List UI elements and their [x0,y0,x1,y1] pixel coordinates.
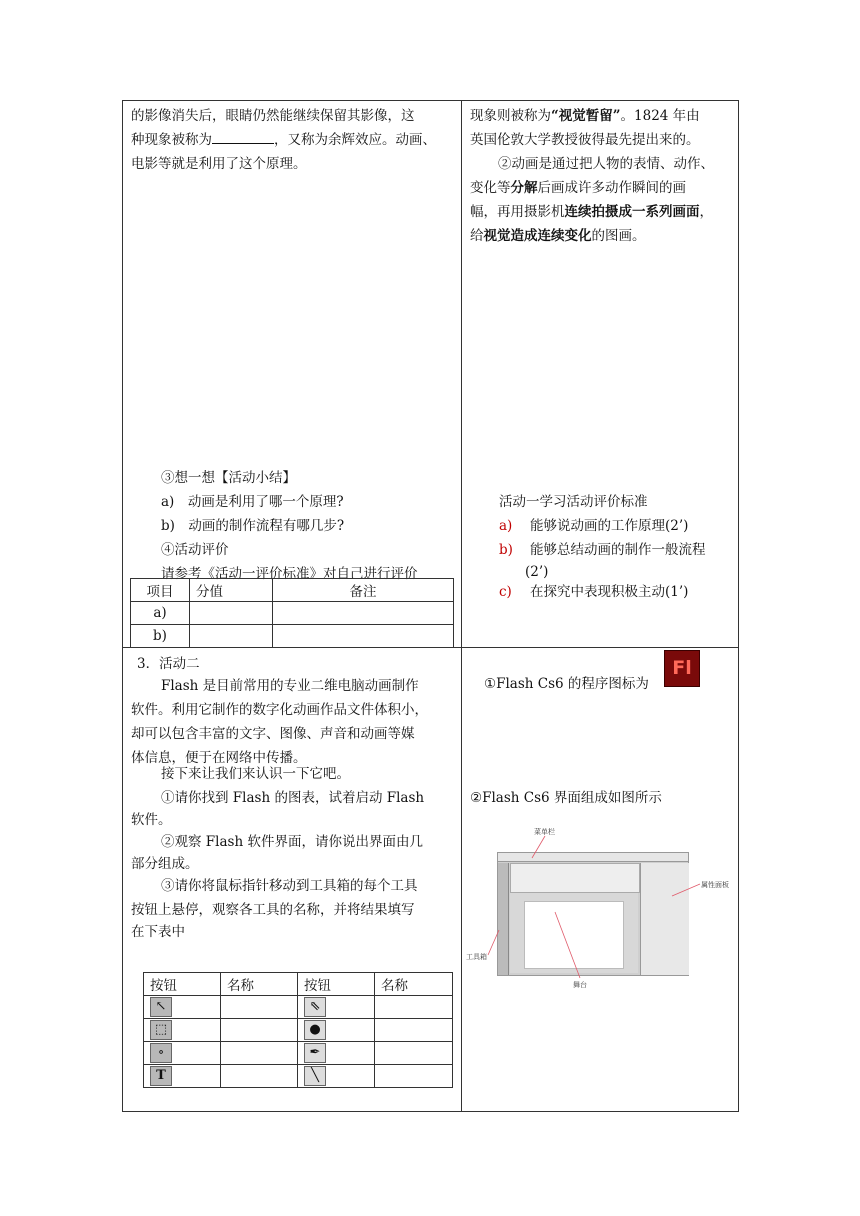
p1-line-1: Flash 是目前常用的专业二维电脑动画制作 [161,678,419,694]
right-line-4 [470,176,686,200]
left-line-1: 的影像消失后，眼睛仍然能继续保留其影像，这 [131,108,415,124]
right-line-5 [470,200,713,224]
right-line-4-post: 后画成许多动作瞬间的画 [537,180,686,196]
p4-line-2: 部分组成。 [131,856,199,872]
tool-header-button-2: 按钮 [298,973,375,996]
eval-row-a-note[interactable] [273,602,454,625]
screenshot-properties-panel [640,863,689,975]
p5-line-1: ③请你将鼠标指针移动到工具箱的每个工具 [161,878,418,894]
criteria-text-a: 能够说动画的工作原理(2’) [530,518,689,534]
criteria-marker-c: c) [499,584,512,600]
3d-rotation-icon: ● [304,1020,326,1040]
line-tool-icon: ╲ [304,1066,326,1086]
criteria-text-b: 能够总结动画的制作一般流程 [530,542,706,558]
term-persistence-of-vision: “视觉暂留” [551,108,621,124]
p2-line: 接下来让我们来认识一下它吧。 [161,766,350,782]
criteria-title: 活动一学习活动评价标准 [499,494,648,510]
selection-arrow-icon: ↖ [150,997,172,1017]
tool-name-4[interactable] [221,1065,298,1088]
criteria-item-c [499,580,688,604]
tool-cell-subselection [298,996,375,1019]
tool-table [143,972,453,1088]
tool-cell-free-transform [144,1019,221,1042]
tool-cell-selection [144,996,221,1019]
right-line-1-post: 。1824 年由 [620,108,700,124]
right-line-3: ②动画是通过把人物的表情、动作、 [498,156,714,172]
criteria-item-a [499,514,688,538]
tool-cell-lasso [144,1042,221,1065]
p5-line-3: 在下表中 [131,924,185,940]
screenshot-stage [524,901,624,969]
flash-ui-screenshot [497,852,689,976]
eval-row-b-note[interactable] [273,625,454,648]
right-line-5-pre: 幅，再用摄影机 [470,204,565,220]
tool-header-button-1: 按钮 [144,973,221,996]
tool-cell-line [298,1065,375,1088]
left-line-2 [131,128,436,152]
eval-row-b-label: b) [131,625,190,648]
eval-header-score: 分值 [190,579,273,602]
p1-line-2: 软件。利用它制作的数字化动画作品文件体积小， [131,702,428,718]
left-line-2-post: ，又称为余辉效应。动画、 [274,132,436,148]
fill-in-blank[interactable] [212,129,274,144]
term-continuous-change: 视觉造成连续变化 [483,228,592,244]
callout-toolbox: 工具箱 [466,953,487,961]
criteria-item-b [499,538,706,562]
tool-name-5[interactable] [375,996,453,1019]
pen-tool-icon: ✒ [304,1043,326,1063]
flash-icon-line: ①Flash Cs6 的程序图标为 [484,676,649,692]
callout-stage: 舞台 [573,981,587,989]
tool-header-name-1: 名称 [221,973,298,996]
tool-cell-text [144,1065,221,1088]
right-line-1 [470,104,700,128]
term-decompose: 分解 [510,180,538,196]
tool-name-1[interactable] [221,996,298,1019]
p1-line-3: 却可以包含丰富的文字、图像、声音和动画等媒 [131,726,415,742]
right-line-2: 英国伦敦大学教授彼得最先提出来的。 [470,132,700,148]
criteria-item-b-cont: (2’) [525,564,549,580]
eval-title: ④活动评价 [161,542,229,558]
eval-row-a-score[interactable] [190,602,273,625]
eval-header-item: 项目 [131,579,190,602]
p3-line-1: ①请你找到 Flash 的图表，试着启动 Flash [161,790,425,806]
right-line-4-pre: 变化等 [470,180,511,196]
eval-row-b-score[interactable] [190,625,273,648]
flash-cs6-logo-icon: Fl [664,650,700,687]
callout-menu-bar: 菜单栏 [534,828,555,836]
left-line-3: 电影等就是利用了这个原理。 [131,156,307,172]
left-line-2-pre: 种现象被称为 [131,132,212,148]
free-transform-icon: ⬚ [150,1020,172,1040]
criteria-marker-a: a) [499,518,513,534]
right-line-6 [470,224,646,248]
subselection-arrow-icon: ⇖ [304,997,326,1017]
question-b: b) 动画的制作流程有哪几步? [161,518,345,534]
summary-title: ③想一想【活动小结】 [161,470,296,486]
tool-name-6[interactable] [375,1019,453,1042]
p4-line-1: ②观察 Flash 软件界面，请你说出界面由几 [161,834,423,850]
right-line-6-pre: 给 [470,228,484,244]
p5-line-2: 按钮上悬停，观察各工具的名称，并将结果填写 [131,902,415,918]
callout-properties: 属性面板 [701,881,729,889]
self-eval-table [130,578,454,648]
eval-row-a-label: a) [131,602,190,625]
right-line-1-pre: 现象则被称为 [470,108,551,124]
question-a: a) 动画是利用了哪一个原理? [161,494,344,510]
term-continuous-shooting: 连续拍摄成一系列画面 [564,204,700,220]
column-divider [461,100,462,1111]
eval-header-note: 备注 [273,579,454,602]
criteria-text-c: 在探究中表现积极主动(1’) [530,584,689,600]
activity2-heading: 3．活动二 [137,656,200,672]
flash-ui-line: ②Flash Cs6 界面组成如图所示 [470,790,662,806]
eval-desc: 请参考《活动一评价标准》对自己进行评价 [161,566,418,582]
tool-cell-pen [298,1042,375,1065]
p1-line-4: 体信息，便于在网络中传播。 [131,750,307,766]
tool-header-name-2: 名称 [375,973,453,996]
tool-name-7[interactable] [375,1042,453,1065]
right-line-6-post: 的图画。 [591,228,646,244]
lasso-icon: ∘ [150,1043,172,1063]
tool-cell-3d-rotation [298,1019,375,1042]
tool-name-2[interactable] [221,1019,298,1042]
criteria-marker-b: b) [499,542,513,558]
screenshot-toolbox [498,863,509,975]
text-tool-icon: T [150,1066,172,1086]
screenshot-menubar [498,853,688,862]
screenshot-stage-area [510,893,638,973]
tool-name-3[interactable] [221,1042,298,1065]
screenshot-timeline [510,863,640,893]
right-line-5-post: ， [699,204,713,220]
p3-line-2: 软件。 [131,812,172,828]
tool-name-8[interactable] [375,1065,453,1088]
